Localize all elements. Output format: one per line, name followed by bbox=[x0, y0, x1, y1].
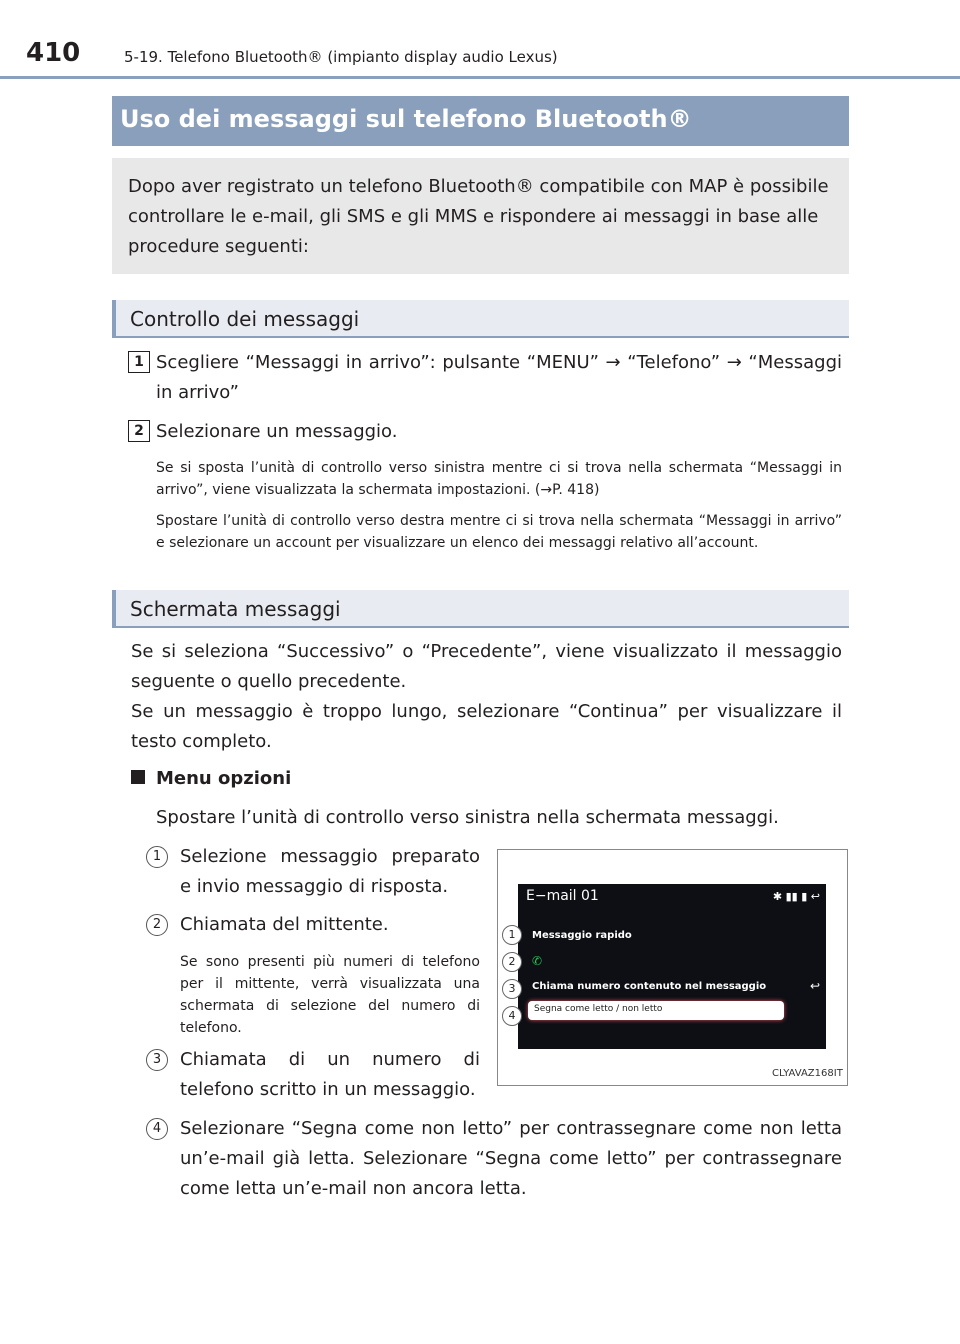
screen-title: E−mail 01 bbox=[526, 888, 599, 904]
item-number-3: 3 bbox=[146, 1049, 168, 1071]
screen-option-mark-read-label: Segna come letto / non letto bbox=[534, 1004, 663, 1014]
item-number-2: 2 bbox=[146, 914, 168, 936]
image-code: CLYAVAZ168IT bbox=[772, 1068, 843, 1079]
display-screen bbox=[518, 884, 826, 1049]
bullet-square bbox=[131, 770, 145, 784]
item-2-note: Se sono presenti più numeri di telefono per il mittente, verrà visualizzata una schermata di selezione del numero di telefono. bbox=[180, 954, 480, 1036]
item-number-1: 1 bbox=[146, 846, 168, 868]
return-icon[interactable]: ↩ bbox=[809, 979, 820, 993]
intro-text: Dopo aver registrato un telefono Bluetooth® compatibile con MAP è possibile controllare le e-mail, gli SMS e gli MMS e rispondere ai messaggi in base alle procedure seguenti: bbox=[128, 176, 829, 257]
running-header: 5-19. Telefono Bluetooth® (impianto display audio Lexus) bbox=[124, 48, 558, 66]
screen-option-mark-read[interactable] bbox=[528, 1001, 784, 1020]
status-icons bbox=[773, 890, 820, 903]
callout-4: 4 bbox=[502, 1006, 522, 1026]
step-number-1: 1 bbox=[128, 351, 150, 373]
step-number-2: 2 bbox=[128, 420, 150, 442]
back-icon: ↩ bbox=[810, 890, 820, 903]
section-header-controllo bbox=[112, 300, 849, 338]
item-3-text: Chiamata di un numero di telefono scritto in un messaggio. bbox=[180, 1049, 480, 1100]
note-2: Spostare l’unità di controllo verso destra mentre ci si trova nella schermata “Messaggi in arrivo” e selezionare un account per visualizzare un elenco dei messaggi relativo all’account. bbox=[156, 513, 842, 551]
title-bar bbox=[112, 96, 849, 146]
header-rule bbox=[0, 76, 960, 79]
item-4-text: Selezionare “Segna come non letto” per contrassegnare come non letta un’e-mail già letta. Selezionare “Segna come letto” per contrassegnare come letta un’e-mail non ancora letta. bbox=[180, 1118, 842, 1199]
step-2-text: Selezionare un messaggio. bbox=[156, 421, 398, 442]
page-title: Uso dei messaggi sul telefono Bluetooth® bbox=[120, 105, 692, 133]
item-2-text: Chiamata del mittente. bbox=[180, 914, 389, 935]
page-number: 410 bbox=[26, 38, 81, 68]
section2-paragraph-2: Se un messaggio è troppo lungo, selezionare “Continua” per visualizzare il testo completo. bbox=[131, 701, 842, 752]
screen-option-quick-message[interactable]: Messaggio rapido bbox=[532, 930, 632, 941]
section-header-schermata bbox=[112, 590, 849, 628]
section2-paragraph: Se si seleziona “Successivo” o “Precedente”, viene visualizzato il messaggio seguente o quello precedente. bbox=[131, 641, 842, 692]
step-1-text: Scegliere “Messaggi in arrivo”: pulsante “MENU” → “Telefono” → “Messaggi in arrivo” bbox=[156, 352, 842, 403]
screen-option-call-number[interactable]: Chiama numero contenuto nel messaggio bbox=[532, 981, 767, 992]
callout-1: 1 bbox=[502, 925, 522, 945]
signal-icon: ▮▮ bbox=[785, 890, 798, 903]
battery-icon: ▮ bbox=[801, 890, 808, 903]
item-1-text: Selezione messaggio preparato e invio messaggio di risposta. bbox=[180, 846, 480, 897]
note-1: Se si sposta l’unità di controllo verso sinistra mentre ci si trova nella schermata “Messaggi in arrivo”, viene visualizzata la schermata impostazioni. (→P. 418) bbox=[156, 460, 842, 498]
bluetooth-icon: ✱ bbox=[772, 890, 783, 903]
callout-2: 2 bbox=[502, 952, 522, 972]
section-title: Schermata messaggi bbox=[130, 597, 341, 621]
item-number-4: 4 bbox=[146, 1118, 168, 1140]
menu-opzioni-title: Menu opzioni bbox=[156, 768, 292, 789]
section-title: Controllo dei messaggi bbox=[130, 307, 360, 331]
callout-3: 3 bbox=[502, 979, 522, 999]
menu-opzioni-text: Spostare l’unità di controllo verso sinistra nella schermata messaggi. bbox=[156, 807, 779, 828]
phone-icon[interactable]: ✆ bbox=[532, 954, 543, 968]
